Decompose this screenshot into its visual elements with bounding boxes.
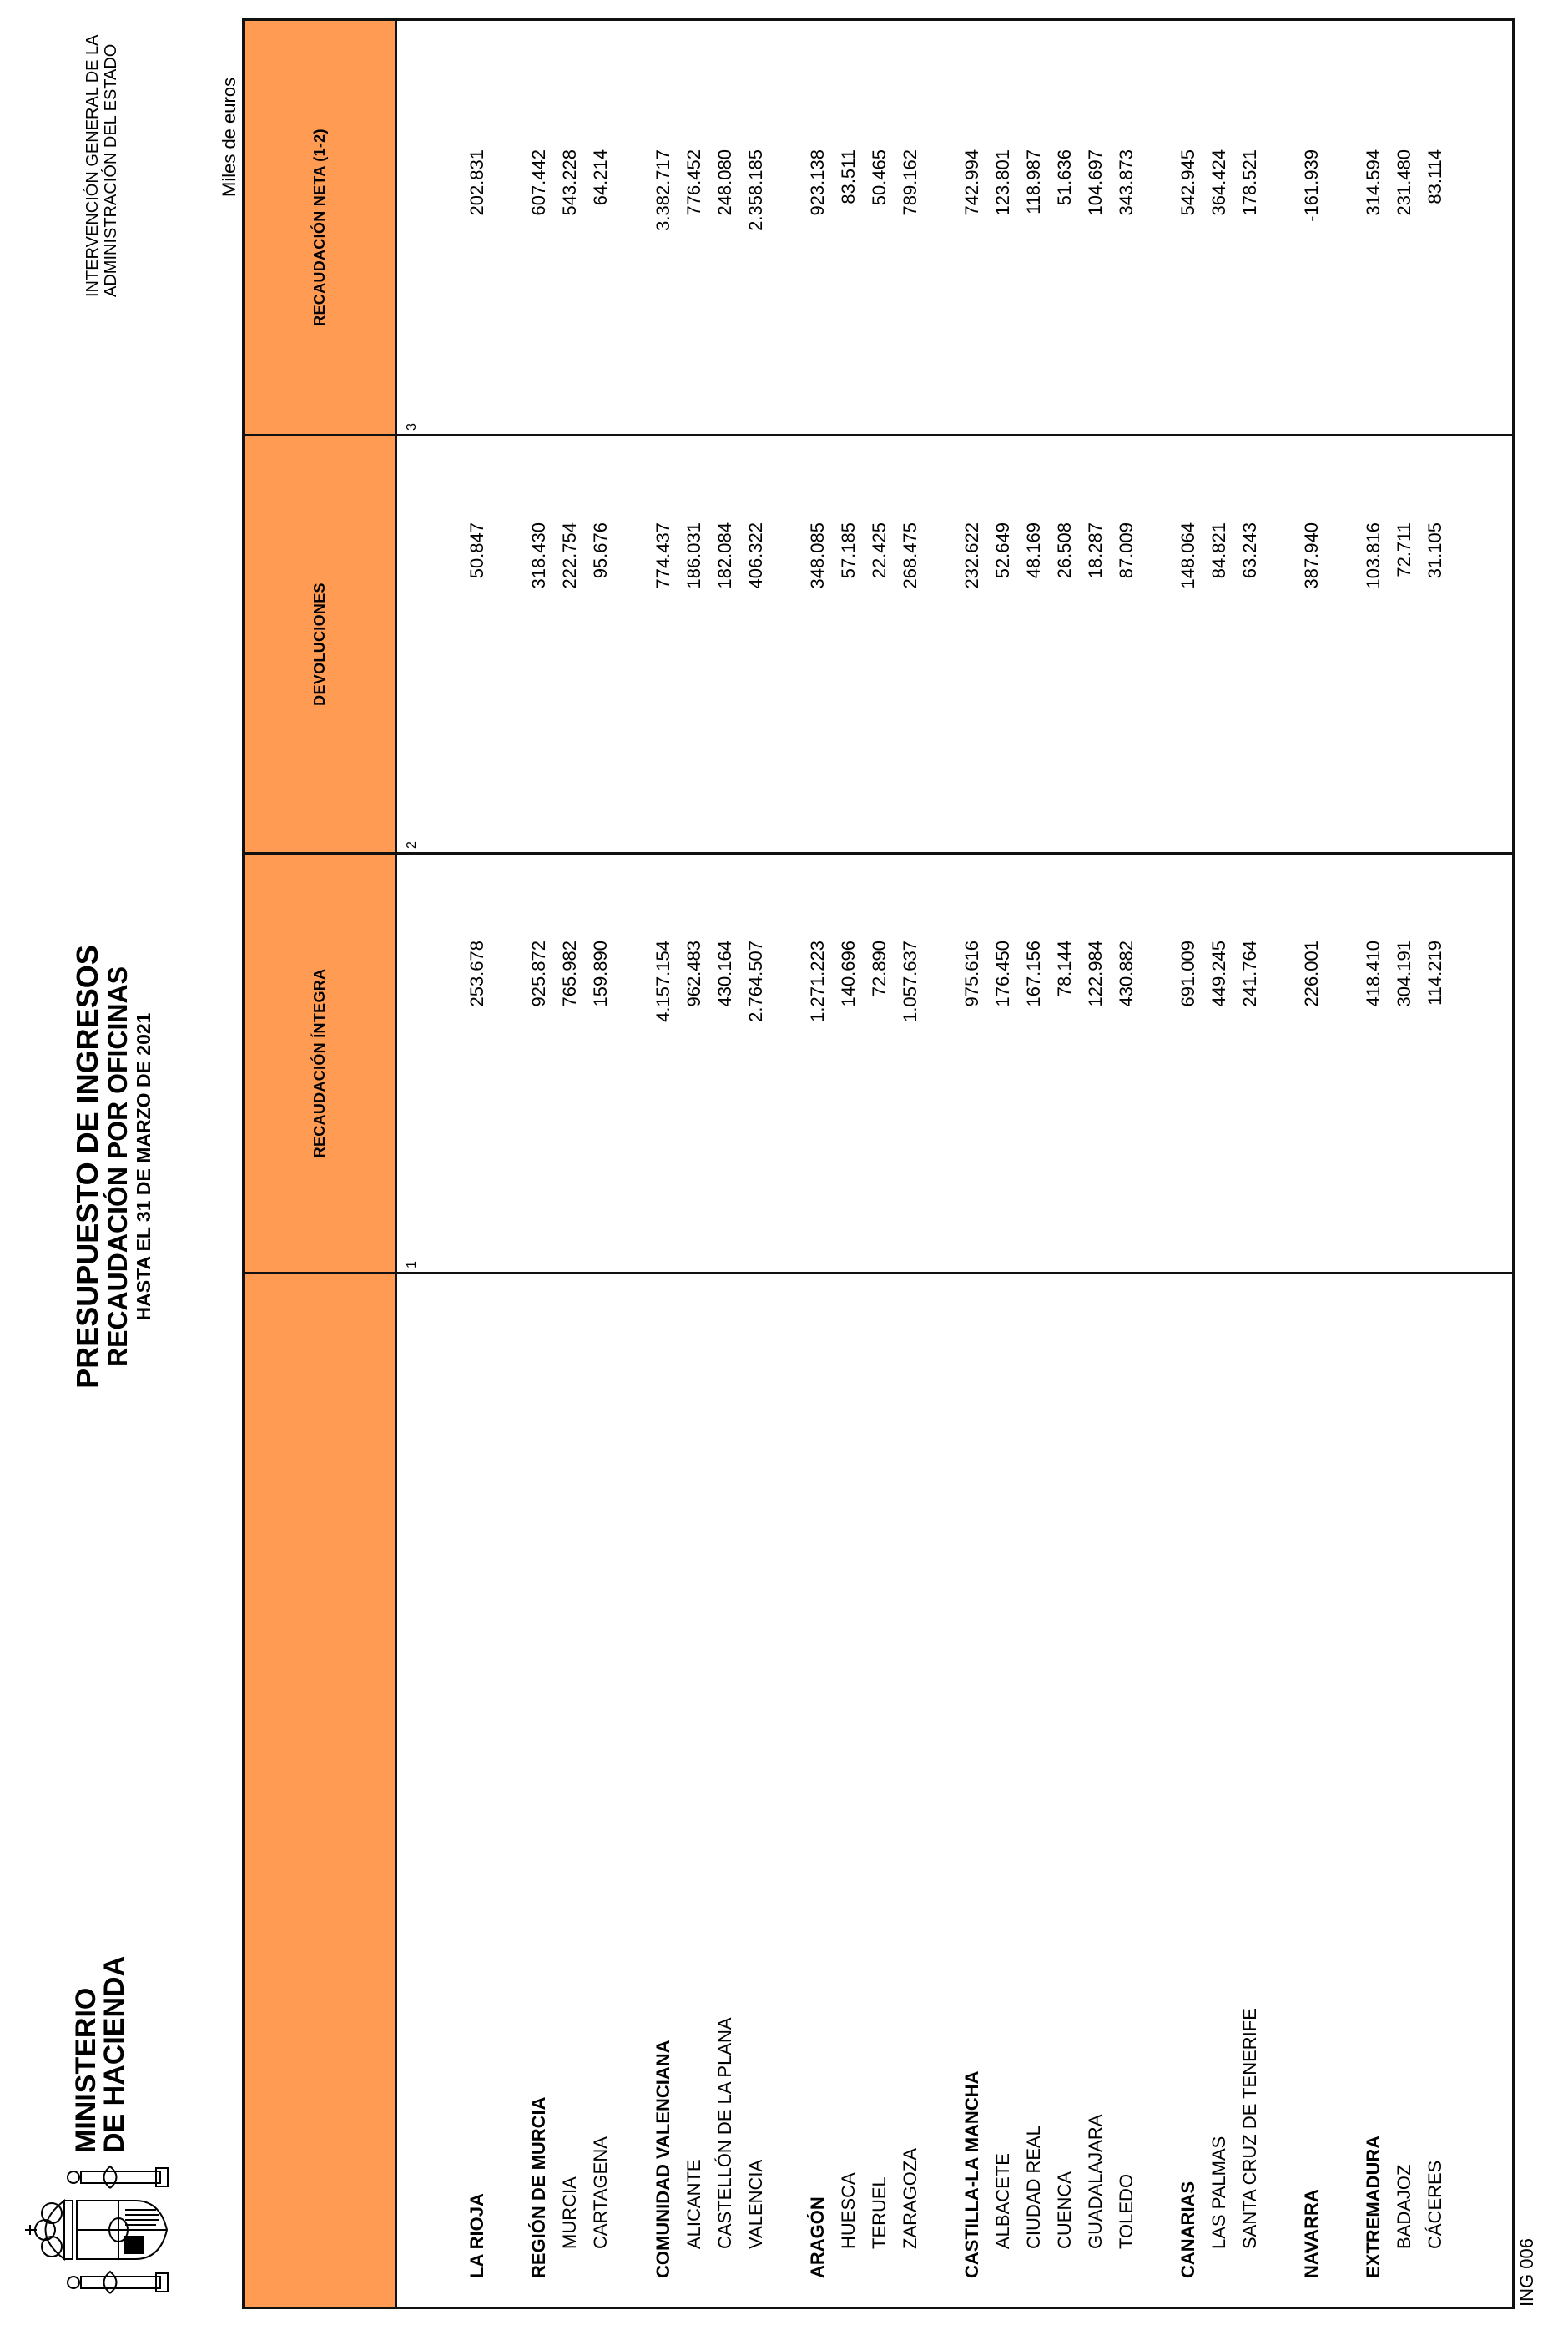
value-integra: 253.678 [466, 941, 487, 1007]
table-row [956, 21, 987, 2307]
value-devoluciones: 103.816 [1363, 522, 1384, 589]
value-devoluciones: 406.322 [745, 522, 766, 589]
office-label: ALBACETE [992, 2153, 1013, 2249]
value-neta: 2.358.185 [745, 149, 766, 231]
value-neta: 364.424 [1208, 149, 1229, 216]
value-devoluciones: 18.287 [1085, 522, 1106, 579]
value-neta: 923.138 [807, 149, 828, 216]
region-label: COMUNIDAD VALENCIANA [653, 2040, 673, 2278]
table-row [461, 21, 492, 2307]
table-row [987, 21, 1018, 2307]
value-devoluciones: 31.105 [1424, 522, 1445, 579]
office-label: GUADALAJARA [1085, 2114, 1106, 2249]
table-row [895, 21, 925, 2307]
value-neta: 343.873 [1116, 149, 1137, 216]
table-row [864, 21, 895, 2307]
table-row [523, 21, 554, 2307]
value-neta: 542.945 [1177, 149, 1198, 216]
table-row [833, 21, 864, 2307]
value-neta: 607.442 [528, 149, 549, 216]
region-label: CANARIAS [1177, 2181, 1198, 2278]
region-label: LA RIOJA [466, 2193, 487, 2278]
value-neta: 51.636 [1054, 149, 1075, 206]
table-row [1234, 21, 1265, 2307]
value-devoluciones: 387.940 [1301, 522, 1322, 589]
value-integra: 691.009 [1177, 941, 1198, 1007]
value-neta: 50.465 [869, 149, 890, 206]
office-label: BADAJOZ [1394, 2164, 1414, 2249]
report-date: HASTA EL 31 DE MARZO DE 2021 [133, 1012, 154, 1321]
region-label: NAVARRA [1301, 2189, 1322, 2278]
value-integra: 159.890 [590, 941, 611, 1007]
column-number-1: 1 [405, 1261, 419, 1268]
column-number-2: 2 [405, 841, 419, 849]
office-label: CUENCA [1054, 2171, 1075, 2249]
value-devoluciones: 222.754 [559, 522, 580, 589]
document-code: ING 006 [1516, 2238, 1537, 2307]
ministry-line-2: DE HACIENDA [98, 1955, 130, 2153]
value-neta: 178.521 [1239, 149, 1260, 216]
agency-line-1: INTERVENCIÓN GENERAL DE LA [83, 34, 102, 297]
column-header-integra: RECAUDACIÓN ÍNTEGRA [310, 968, 328, 1158]
value-devoluciones: 22.425 [869, 522, 890, 579]
value-integra: 241.764 [1239, 941, 1260, 1007]
value-devoluciones: 268.475 [900, 522, 920, 589]
value-devoluciones: 52.649 [992, 522, 1013, 579]
value-integra: 4.157.154 [653, 941, 673, 1022]
office-label: VALENCIA [745, 2159, 766, 2249]
report-title [72, 0, 155, 2317]
value-devoluciones: 57.185 [838, 522, 859, 579]
value-integra: 2.764.507 [745, 941, 766, 1022]
title-line-2: RECAUDACIÓN POR OFICINAS [103, 966, 133, 1368]
table-row [554, 21, 585, 2307]
value-integra: 430.164 [714, 941, 735, 1007]
value-integra: 962.483 [683, 941, 704, 1007]
table-row [1358, 21, 1389, 2307]
table-row [585, 21, 616, 2307]
value-integra: 449.245 [1208, 941, 1229, 1007]
office-label: CARTAGENA [590, 2136, 611, 2249]
table-row [1389, 21, 1419, 2307]
office-label: CASTELLÓN DE LA PLANA [714, 2017, 735, 2249]
value-devoluciones: 186.031 [683, 522, 704, 589]
region-label: CASTILLA-LA MANCHA [961, 2070, 982, 2278]
office-label: ALICANTE [683, 2159, 704, 2249]
column-number-3: 3 [405, 423, 419, 431]
value-devoluciones: 348.085 [807, 522, 828, 589]
table-row [1080, 21, 1111, 2307]
office-label: LAS PALMAS [1208, 2136, 1229, 2249]
office-label: ZARAGOZA [900, 2147, 920, 2249]
value-neta: 83.511 [838, 149, 859, 204]
value-integra: 78.144 [1054, 941, 1075, 997]
value-integra: 418.410 [1363, 941, 1384, 1007]
value-integra: 1.271.223 [807, 941, 828, 1022]
table-row [648, 21, 678, 2307]
table-row [1172, 21, 1203, 2307]
value-integra: 122.984 [1085, 941, 1106, 1007]
table-row [1049, 21, 1080, 2307]
value-integra: 72.890 [869, 941, 890, 997]
value-devoluciones: 87.009 [1116, 522, 1137, 579]
value-devoluciones: 148.064 [1177, 522, 1198, 589]
value-neta: 789.162 [900, 149, 920, 216]
value-neta: 776.452 [683, 149, 704, 216]
value-neta: 543.228 [559, 149, 580, 216]
region-label: EXTREMADURA [1363, 2135, 1384, 2278]
value-integra: 304.191 [1394, 941, 1414, 1007]
value-neta: 123.801 [992, 149, 1013, 216]
value-devoluciones: 72.711 [1394, 522, 1414, 577]
agency-line-2: ADMINISTRACIÓN DEL ESTADO [102, 43, 120, 297]
agency-name [83, 34, 120, 297]
value-neta: 742.994 [961, 149, 982, 216]
value-devoluciones: 50.847 [466, 522, 487, 579]
revenue-table [242, 18, 1515, 2309]
value-integra: 176.450 [992, 941, 1013, 1007]
value-devoluciones: 774.437 [653, 522, 673, 589]
ministry-line-1: MINISTERIO [70, 1987, 102, 2153]
value-integra: 430.882 [1116, 941, 1137, 1007]
table-row [1111, 21, 1142, 2307]
table-row [1018, 21, 1049, 2307]
office-label: HUESCA [838, 2172, 859, 2249]
value-devoluciones: 95.676 [590, 522, 611, 579]
table-row [802, 21, 833, 2307]
table-row [709, 21, 740, 2307]
title-line-1: PRESUPUESTO DE INGRESOS [70, 945, 104, 1389]
value-neta: 248.080 [714, 149, 735, 216]
office-label: TERUEL [869, 2176, 890, 2249]
value-integra: 114.219 [1424, 941, 1445, 1006]
column-header-devoluciones: DEVOLUCIONES [310, 583, 328, 706]
office-label: TOLEDO [1116, 2173, 1137, 2249]
table-row [1296, 21, 1327, 2307]
value-neta: 64.214 [590, 149, 611, 206]
region-label: REGIÓN DE MURCIA [528, 2096, 549, 2278]
value-neta: 202.831 [466, 149, 487, 216]
value-integra: 140.696 [838, 941, 859, 1007]
units-label: Miles de euros [219, 77, 239, 197]
value-integra: 765.982 [559, 941, 580, 1007]
table-row [678, 21, 709, 2307]
value-neta: 118.987 [1023, 149, 1044, 214]
value-devoluciones: 26.508 [1054, 522, 1075, 579]
value-devoluciones: 84.821 [1208, 522, 1229, 579]
column-header-neta: RECAUDACIÓN NETA (1-2) [310, 129, 328, 326]
table-row [740, 21, 771, 2307]
value-neta: 83.114 [1424, 149, 1445, 204]
region-label: ARAGÓN [807, 2196, 828, 2278]
value-neta: 314.594 [1363, 149, 1384, 216]
value-neta: -161.939 [1301, 149, 1322, 222]
value-integra: 925.872 [528, 941, 549, 1007]
table-row [1203, 21, 1234, 2307]
table-row [1419, 21, 1450, 2307]
value-devoluciones: 182.084 [714, 522, 735, 589]
office-label: CIUDAD REAL [1023, 2126, 1044, 2249]
office-label: CÁCERES [1424, 2160, 1445, 2249]
value-devoluciones: 63.243 [1239, 522, 1260, 579]
value-neta: 231.480 [1394, 149, 1414, 216]
value-integra: 226.001 [1301, 941, 1322, 1007]
value-devoluciones: 318.430 [528, 522, 549, 589]
value-integra: 167.156 [1023, 941, 1044, 1007]
value-neta: 3.382.717 [653, 149, 673, 231]
value-neta: 104.697 [1085, 149, 1106, 216]
value-integra: 975.616 [961, 941, 982, 1007]
value-integra: 1.057.637 [900, 941, 920, 1022]
office-label: MURCIA [559, 2176, 580, 2249]
value-devoluciones: 48.169 [1023, 522, 1044, 579]
office-label: SANTA CRUZ DE TENERIFE [1239, 2008, 1260, 2249]
value-devoluciones: 232.622 [961, 522, 982, 589]
